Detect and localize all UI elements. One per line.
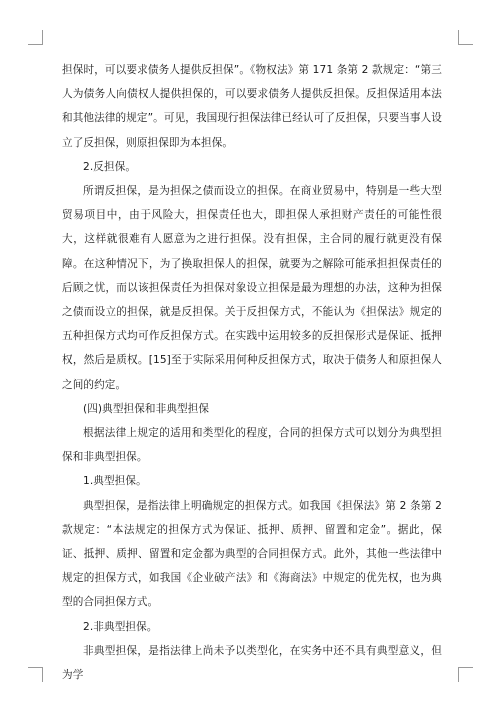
crop-mark-bottom-right [458,667,473,682]
paragraph-continued: 担保时，可以要求债务人提供反担保”。《物权法》第 171 条第 2 款规定：“第三人为债务人向债权人提供担保的，可以要求债务人提供反担保。反担保适用本法和其他法律的规定”。可见，我国现行担保法律已经认可了反担保，只要当事人设立了反担保，则原担保即为本担保。 [62,64,442,149]
section-heading-typical: 1.典型担保。 [83,475,147,488]
crop-mark-bottom-left [28,667,43,682]
crop-mark-top-left [28,30,43,45]
paragraph-counter-guarantee: 所谓反担保，是为担保之债而设立的担保。在商业贸易中，特别是一些大型贸易项目中，由于风险大，担保责任也大，即担保人承担财产责任的可能性很大，这样就很难有人愿意为之进行担保。没有担保，主合同的履行就更没有保障。在这种情况下，为了换取担保人的担保，就要为之解除可能承担担保责任的后顾之忧，而以该担保责任为担保对象设立担保是最为理想的办法，这种为担保之债而设立的担保，就是反担保。关于反担保方式，不能认为《担保法》规定的五种担保方式均可作反担保方式。在实践中运用较多的反担保形式是保证、抵押权，然后是质权。[15]至于实际采用何种反担保方式，取决于债务人和原担保人之间的约定。 [62,185,442,391]
section-heading-atypical: 2.非典型担保。 [83,620,158,633]
document-body [62,58,442,687]
paragraph-classification: 根据法律上规定的适用和类型化的程度，合同的担保方式可以划分为典型担保和非典型担保。 [62,427,442,464]
paragraph-typical-guarantee: 典型担保，是指法律上明确规定的担保方式。如我国《担保法》第 2 条第 2 款规定：“本法规定的担保方式为保证、抵押、质押、留置和定金”。据此，保证、抵押、质押、留置和定金都为典型的合同担保方式。此外，其他一些法律中规定的担保方式，如我国《企业破产法》和《海商法》中规定的优先权，也为典型的合同担保方式。 [62,499,442,609]
section-heading-counter-guarantee: 2.反担保。 [83,160,137,173]
crop-mark-top-right [458,30,473,45]
section-heading-typical-atypical: (四)典型担保和非典型担保 [83,402,210,415]
paragraph-atypical-guarantee: 非典型担保，是指法律上尚未予以类型化，在实务中还不具有典型意义，但为学 [62,644,442,682]
